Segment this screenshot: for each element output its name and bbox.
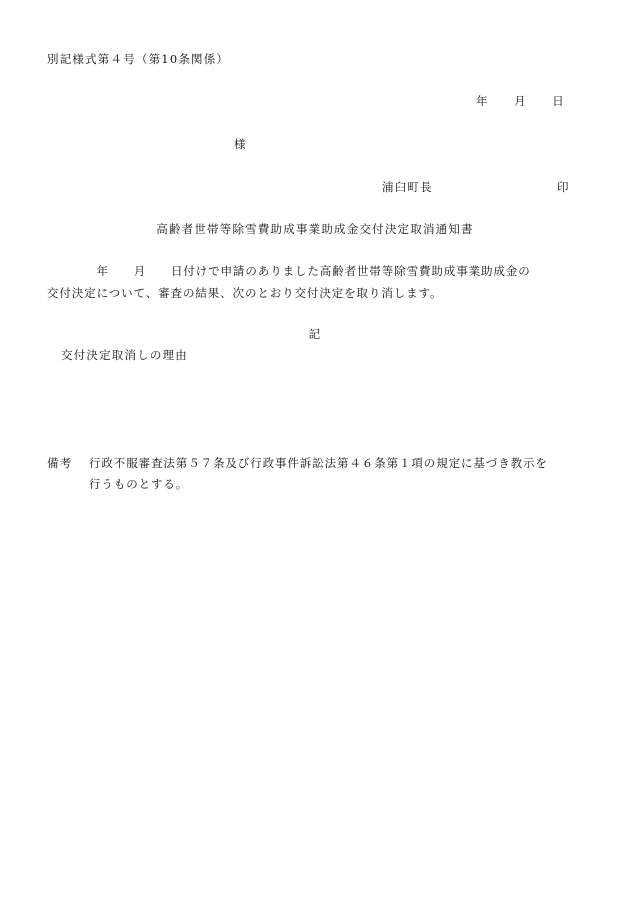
document-title: 高齢者世帯等除雪費助成事業助成金交付決定取消通知書: [156, 222, 474, 236]
body-line-1: 年 月 日付けで申請のありました高齢者世帯等除雪費助成事業助成金の: [47, 264, 531, 278]
reason-label: 交付決定取消しの理由: [61, 348, 188, 362]
seal-mark: 印: [557, 180, 570, 194]
issuer-name: 浦臼町長: [382, 180, 433, 194]
remarks-label: 備考: [47, 456, 73, 470]
form-number: 別記様式第４号（第10条関係）: [47, 52, 230, 66]
date-line: 年 月 日: [476, 94, 565, 108]
remarks-line-1: 行政不服審査法第５７条及び行政事件訴訟法第４６条第１項の規定に基づき教示を: [89, 456, 548, 470]
body-line-2: 交付決定について、審査の結果、次のとおり交付決定を取り消します。: [47, 286, 443, 300]
remarks-line-2: 行うものとする。: [89, 477, 189, 491]
ki-heading: 記: [308, 327, 322, 341]
addressee-suffix: 様: [234, 137, 247, 151]
